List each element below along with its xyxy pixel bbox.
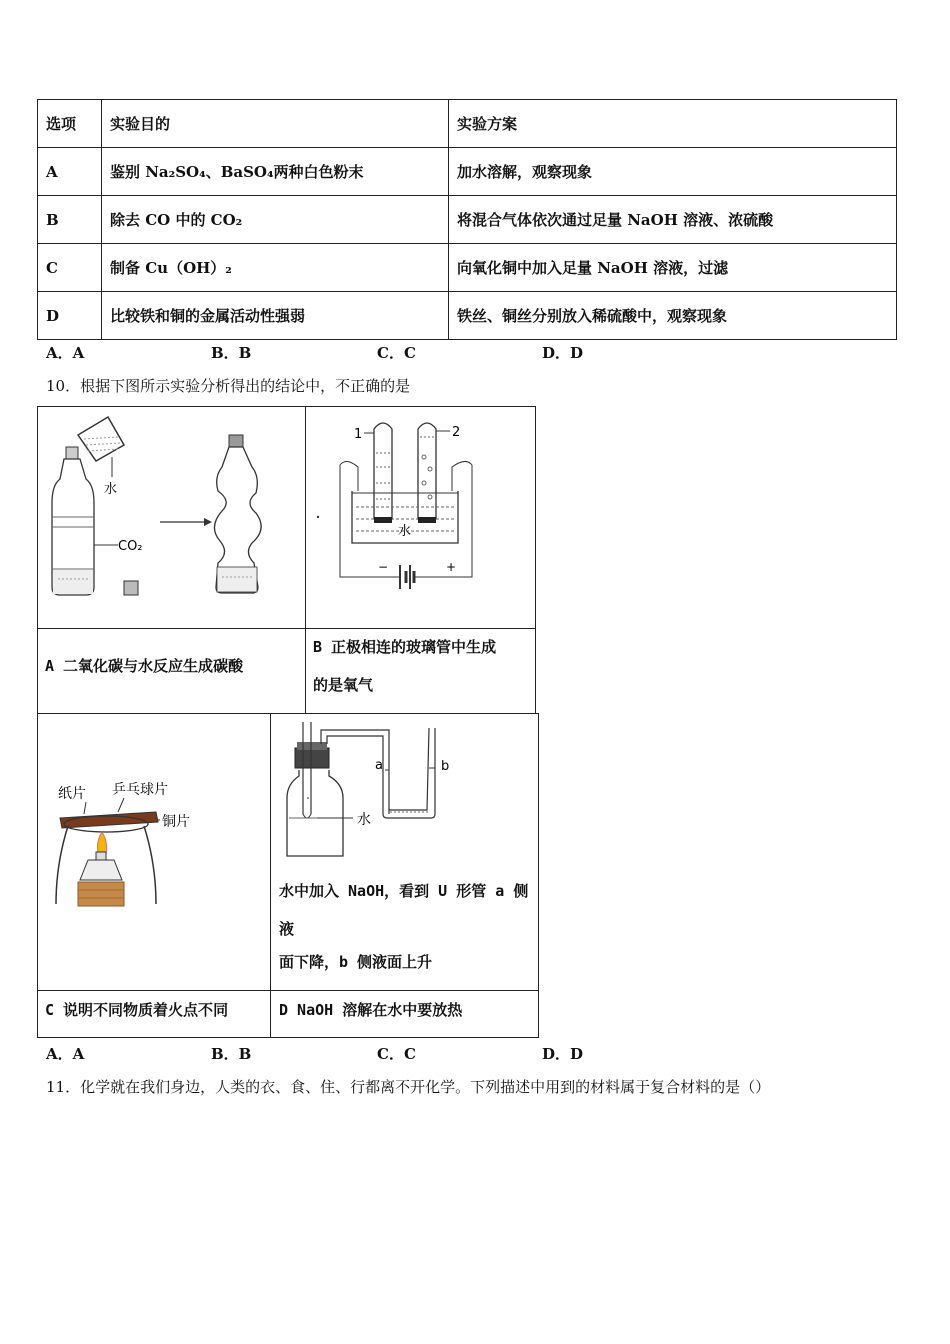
label-water-b: 水	[398, 524, 412, 539]
wooden-block	[78, 882, 124, 906]
table-header-cell: 实验方案	[449, 100, 897, 148]
caption-d-line2: 液	[279, 920, 295, 938]
battery-icon	[400, 565, 414, 589]
option-c[interactable]: C．C	[377, 344, 416, 362]
table-row	[38, 244, 897, 292]
label-tube-1: 1	[354, 427, 363, 442]
bottle-right	[214, 435, 261, 593]
caption-d-line3: 面下降，b 侧液面上升	[279, 953, 433, 971]
question-11: 11．化学就在我们身边，人类的衣、食、住、行都离不开化学。下列描述中用到的材料属于复合材料的是（）	[46, 1078, 771, 1096]
figure-b-electrolysis	[306, 407, 535, 628]
question-10: 10．根据下图所示实验分析得出的结论中，不正确的是	[46, 377, 411, 395]
table-cell-option: C	[38, 244, 102, 292]
table-cell-option: D	[38, 292, 102, 340]
bottle-cap-icon	[124, 581, 138, 595]
table-row	[38, 196, 897, 244]
tube-1	[374, 423, 392, 519]
label-minus: −	[378, 560, 389, 574]
table-cell-option: A	[38, 148, 102, 196]
bottle-left	[52, 447, 94, 595]
caption-a: A 二氧化碳与水反应生成碳酸	[45, 657, 244, 675]
option-b[interactable]: B．B	[211, 1045, 252, 1063]
label-water-d: 水	[357, 812, 371, 828]
label-b: b	[441, 759, 450, 774]
label-copper: 铜片	[162, 814, 190, 830]
table-cell-purpose: 鉴别 Na₂SO₄、BaSO₄两种白色粉末	[102, 148, 449, 196]
option-b[interactable]: B．B	[211, 344, 252, 362]
caption-b-line2: 的是氧气	[313, 676, 374, 694]
figure-c-burner	[38, 714, 270, 989]
option-d[interactable]: D．D	[542, 1045, 584, 1063]
alcohol-lamp-icon	[80, 852, 122, 880]
table-cell-plan: 将混合气体依次通过足量 NaOH 溶液、浓硫酸	[449, 196, 897, 244]
option-d[interactable]: D．D	[542, 344, 584, 362]
option-a[interactable]: A．A	[46, 1045, 85, 1063]
experiment-table	[37, 99, 897, 340]
table-cell-purpose: 制备 Cu（OH）₂	[102, 244, 449, 292]
caption-b-line1: B 正极相连的玻璃管中生成	[313, 638, 497, 656]
table-cell-purpose: 比较铁和铜的金属活动性强弱	[102, 292, 449, 340]
label-paper: 纸片	[58, 786, 86, 802]
table-row	[38, 292, 897, 340]
label-co2: CO₂	[118, 539, 143, 554]
figure-d-utube	[271, 714, 538, 864]
stopper-icon	[295, 748, 329, 768]
caption-d: D NaOH 溶解在水中要放热	[279, 1001, 463, 1019]
table-row	[38, 148, 897, 196]
label-pingpong: 乒乓球片	[112, 782, 168, 798]
beaker-icon	[78, 417, 124, 461]
table-header-cell: 实验目的	[102, 100, 449, 148]
table-cell-plan: 加水溶解，观察现象	[449, 148, 897, 196]
caption-c: C 说明不同物质着火点不同	[45, 1001, 229, 1019]
table-header-row	[38, 100, 897, 148]
flask-icon	[287, 770, 343, 856]
figure-a-bottles	[38, 407, 305, 628]
table-header-cell: 选项	[38, 100, 102, 148]
label-tube-2: 2	[452, 425, 461, 440]
option-c[interactable]: C．C	[377, 1045, 416, 1063]
table-cell-option: B	[38, 196, 102, 244]
table-cell-purpose: 除去 CO 中的 CO₂	[102, 196, 449, 244]
table-cell-plan: 铁丝、铜丝分别放入稀硫酸中，观察现象	[449, 292, 897, 340]
table-cell-plan: 向氧化铜中加入足量 NaOH 溶液，过滤	[449, 244, 897, 292]
caption-d-line1: 水中加入 NaOH，看到 U 形管 a 侧	[279, 882, 529, 900]
label-water: 水	[104, 482, 118, 497]
label-plus: +	[446, 560, 457, 574]
label-a: a	[375, 758, 383, 773]
option-a[interactable]: A．A	[46, 344, 85, 362]
